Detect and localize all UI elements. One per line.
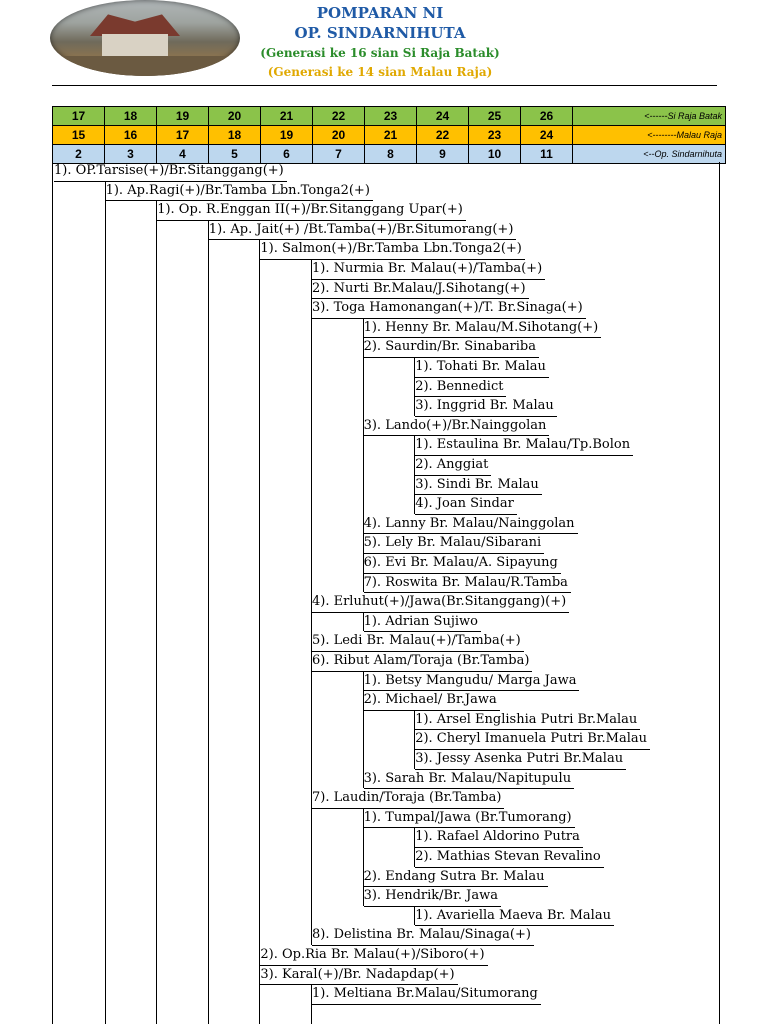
- generation-cell: 25: [469, 107, 521, 126]
- generation-cell: 17: [157, 126, 209, 145]
- tree-node: 2). Michael/ Br.Jawa: [364, 691, 500, 711]
- generation-cell: 22: [313, 107, 365, 126]
- tree-connector: [363, 808, 364, 906]
- tree-connector: [363, 318, 364, 592]
- tree-node: 2). Op.Ria Br. Malau(+)/Siboro(+): [260, 946, 487, 966]
- tree-node: 5). Ledi Br. Malau(+)/Tamba(+): [312, 632, 524, 652]
- tree-node: 1). Henny Br. Malau/M.Sihotang(+): [364, 319, 602, 339]
- tree-node: 7). Laudin/Toraja (Br.Tamba): [312, 789, 504, 809]
- tree-node: 6). Evi Br. Malau/A. Sipayung: [364, 554, 561, 574]
- tree-connector-continued: [105, 181, 106, 1024]
- tree-node: 5). Lely Br. Malau/Sibarani: [364, 534, 545, 554]
- tree-node: 1). Avariella Maeva Br. Malau: [415, 907, 614, 927]
- generation-cell: 2: [53, 145, 105, 164]
- tree-node: 1). Betsy Mangudu/ Marga Jawa: [364, 672, 580, 692]
- generation-cell: 3: [105, 145, 157, 164]
- tree-node: 4). Joan Sindar: [415, 495, 517, 515]
- title-line-2: OP. SINDARNIHUTA: [294, 24, 466, 42]
- generation-cell: 10: [469, 145, 521, 164]
- tree-connector: [311, 259, 312, 945]
- tree-node: 1). Tohati Br. Malau: [415, 358, 549, 378]
- generation-cell: 18: [105, 107, 157, 126]
- tree-connector: [414, 435, 415, 513]
- generation-cell: 24: [521, 126, 573, 145]
- generation-cell: 22: [417, 126, 469, 145]
- tree-node: 1). Salmon(+)/Br.Tamba Lbn.Tonga2(+): [260, 240, 524, 260]
- generation-row-label: <--Op. Sindarnihuta: [573, 145, 726, 164]
- tree-node: 3). Inggrid Br. Malau: [415, 397, 557, 417]
- generation-row-label: <--------Malau Raja: [573, 126, 726, 145]
- generation-cell: 5: [209, 145, 261, 164]
- tree-node: 4). Lanny Br. Malau/Nainggolan: [364, 515, 578, 535]
- tree-node: 2). Endang Sutra Br. Malau: [364, 868, 548, 888]
- generation-cell: 6: [261, 145, 313, 164]
- generation-cell: 23: [365, 107, 417, 126]
- subtitle-line-1: (Generasi ke 16 sian Si Raja Batak): [260, 46, 500, 60]
- tree-connector: [414, 357, 415, 416]
- tree-node: 1). Adrian Sujiwo: [364, 613, 481, 633]
- tree-node: 2). Nurti Br.Malau/J.Sihotang(+): [312, 280, 529, 300]
- generation-cell: 20: [209, 107, 261, 126]
- tree-connector: [363, 671, 364, 789]
- tree-connector: [414, 827, 415, 866]
- generation-cell: 11: [521, 145, 573, 164]
- tree-node: 3). Sarah Br. Malau/Napitupulu: [364, 770, 575, 790]
- generation-row-label: <------Si Raja Batak: [573, 107, 726, 126]
- tree-node: 1). Ap.Ragi(+)/Br.Tamba Lbn.Tonga2(+): [106, 182, 373, 202]
- tree-node: 1). Estaulina Br. Malau/Tp.Bolon: [415, 436, 633, 456]
- tree-connector: [414, 906, 415, 926]
- generation-cell: 15: [53, 126, 105, 145]
- tree-node: 3). Lando(+)/Br.Nainggolan: [364, 417, 550, 437]
- tree-connector-continued: [208, 220, 209, 1024]
- tree-node: 1). OP.Tarsise(+)/Br.Sitanggang(+): [54, 162, 287, 182]
- generation-cell: 16: [105, 126, 157, 145]
- tree-node: 2). Cheryl Imanuela Putri Br.Malau: [415, 730, 650, 750]
- tree-connector-continued: [311, 984, 312, 1024]
- generation-cell: 4: [157, 145, 209, 164]
- generation-row-malau-raja: [53, 126, 726, 145]
- tree-node: 8). Delistina Br. Malau/Sinaga(+): [312, 926, 534, 946]
- generation-cell: 8: [365, 145, 417, 164]
- tree-node: 1). Nurmia Br. Malau(+)/Tamba(+): [312, 260, 545, 280]
- tree-node: 2). Mathias Stevan Revalino: [415, 848, 604, 868]
- tree-node: 6). Ribut Alam/Toraja (Br.Tamba): [312, 652, 532, 672]
- subtitle-line-2: (Generasi ke 14 sian Malau Raja): [267, 65, 493, 79]
- generation-cell: 18: [209, 126, 261, 145]
- generation-cell: 19: [261, 126, 313, 145]
- generation-cell: 7: [313, 145, 365, 164]
- generation-cell: 21: [365, 126, 417, 145]
- tree-node: 3). Jessy Asenka Putri Br.Malau: [415, 750, 626, 770]
- generation-row-si-raja-batak: [53, 107, 726, 126]
- tree-node: 1). Meltiana Br.Malau/Situmorang: [312, 985, 541, 1005]
- family-tree: [52, 162, 720, 1024]
- generation-cell: 26: [521, 107, 573, 126]
- tree-node: 1). Ap. Jait(+) /Bt.Tamba(+)/Br.Situmorang(+): [209, 221, 517, 241]
- generation-cell: 21: [261, 107, 313, 126]
- tree-node: 2). Saurdin/Br. Sinabariba: [364, 338, 539, 358]
- generation-row-op-sindarnihuta: [53, 145, 726, 164]
- generation-cell: 19: [157, 107, 209, 126]
- tree-node: 1). Tumpal/Jawa (Br.Tumorang): [364, 809, 575, 829]
- tree-node: 3). Karal(+)/Br. Nadapdap(+): [260, 966, 457, 986]
- tree-node: 2). Anggiat: [415, 456, 491, 476]
- generation-table: [52, 106, 726, 164]
- title-line-1: POMPARAN NI: [316, 4, 444, 22]
- tree-connector: [414, 710, 415, 769]
- generation-cell: 24: [417, 107, 469, 126]
- header-divider: [52, 85, 717, 86]
- tree-connector: [363, 612, 364, 632]
- photo-house: [102, 34, 168, 56]
- tree-node: 1). Rafael Aldorino Putra: [415, 828, 583, 848]
- tree-node: 3). Hendrik/Br. Jawa: [364, 887, 501, 907]
- tree-node: 1). Op. R.Enggan II(+)/Br.Sitanggang Upar(+): [157, 201, 466, 221]
- generation-cell: 20: [313, 126, 365, 145]
- generation-cell: 9: [417, 145, 469, 164]
- tree-node: 7). Roswita Br. Malau/R.Tamba: [364, 574, 571, 594]
- generation-cell: 23: [469, 126, 521, 145]
- tree-node: 3). Sindi Br. Malau: [415, 476, 542, 496]
- photo-roof: [90, 12, 180, 36]
- tree-node: 2). Bennedict: [415, 378, 506, 398]
- tree-node: 3). Toga Hamonangan(+)/T. Br.Sinaga(+): [312, 299, 586, 319]
- tree-connector-continued: [156, 200, 157, 1024]
- tree-node: 4). Erluhut(+)/Jawa(Br.Sitanggang)(+): [312, 593, 569, 613]
- tree-node: 1). Arsel Englishia Putri Br.Malau: [415, 711, 640, 731]
- tree-connector-continued: [259, 239, 260, 1024]
- generation-cell: 17: [53, 107, 105, 126]
